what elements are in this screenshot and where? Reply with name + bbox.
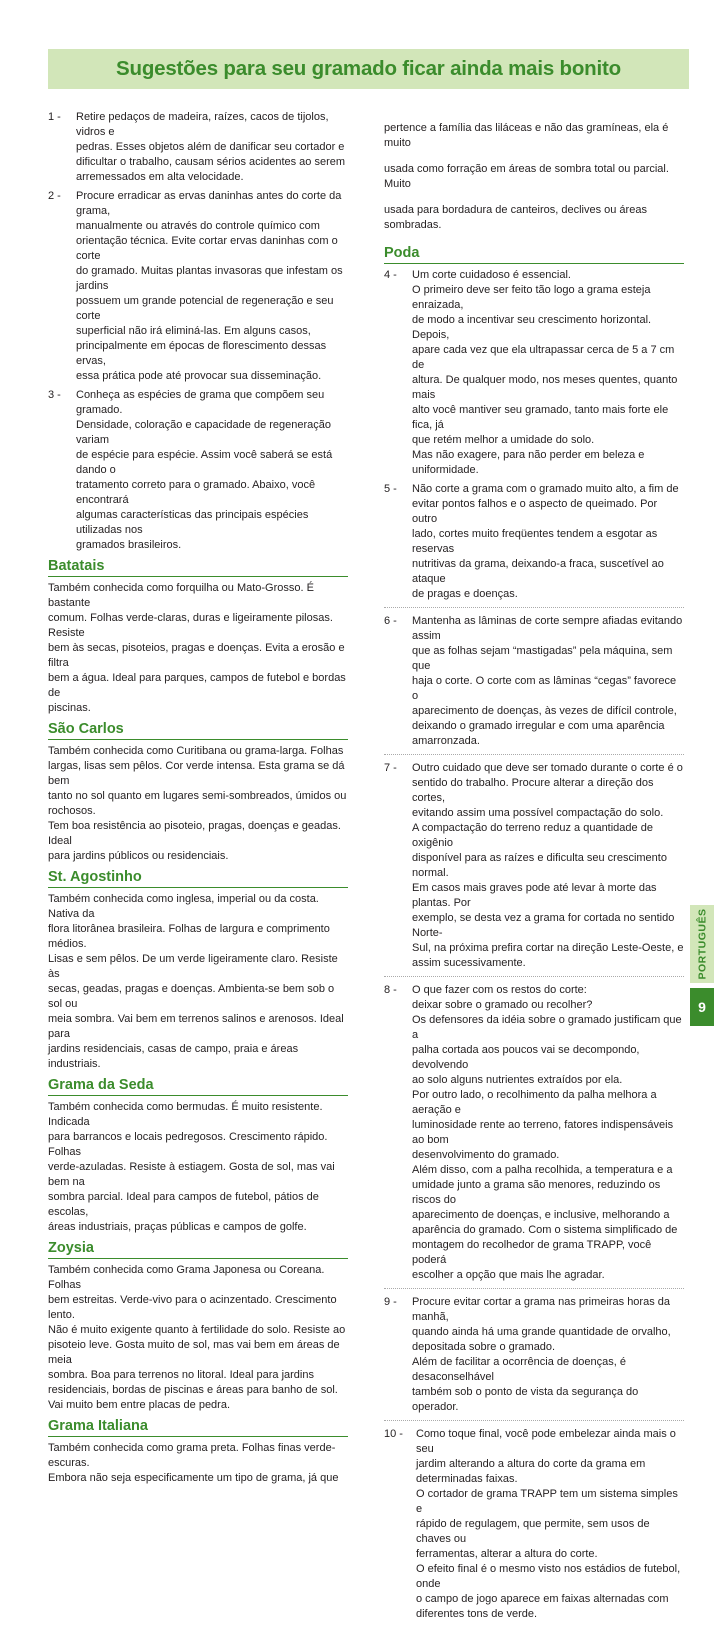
left-column — [48, 110, 348, 1490]
text-line: sombra parcial. Ideal para campos de futebol, pátios de escolas, — [48, 1191, 319, 1218]
species-heading: St. Agostinho — [48, 869, 142, 885]
text-line: Além disso, com a palha recolhida, a temperatura e a — [412, 1164, 673, 1176]
text-line: tratamento correto para o gramado. Abaixo, você encontrará — [76, 479, 316, 506]
page-title: Sugestões para seu gramado ficar ainda mais bonito — [116, 57, 621, 80]
text-line: amarronzada. — [412, 735, 480, 747]
text-line: jardins residenciais, casas de campo, praia e áreas industriais. — [48, 1043, 299, 1070]
species-description — [48, 744, 348, 864]
text-line: sentido do trabalho. Procure alterar a direção dos cortes, — [412, 777, 654, 804]
text-line: Mas não exagere, para não perder em beleza e — [412, 449, 645, 461]
tip-number: 8 - — [384, 984, 397, 996]
tip-text — [76, 388, 348, 553]
text-line: deixando o gramado irregular e com uma aparência — [412, 720, 665, 732]
text-line: meia sombra. Vai bem em terrenos salinos e arenosos. Ideal para — [48, 1013, 344, 1040]
text-line: evitar pontos falhos e o aspecto de queimado. Por outro — [412, 498, 658, 525]
text-line: alto você mantiver seu gramado, tanto mais forte ele fica, já — [412, 404, 669, 431]
text-line: residenciais, bordas de piscinas e áreas para banho de sol. — [48, 1384, 338, 1396]
text-line: largas, lisas sem pêlos. Cor verde intensa. Esta grama se dá bem — [48, 760, 345, 787]
species-heading: São Carlos — [48, 721, 124, 737]
species-description — [48, 1441, 348, 1486]
tip-number: 2 - — [48, 190, 61, 202]
section-divider — [48, 1258, 348, 1259]
text-line: exemplo, se desta vez a grama for cortada no sentido Norte- — [412, 912, 675, 939]
text-line: de pragas e doenças. — [412, 588, 518, 600]
text-line: jardim alterando a altura do corte da grama em — [416, 1458, 646, 1470]
text-line: Também conhecida como Curitibana ou grama-larga. Folhas — [48, 745, 344, 757]
tip-text — [76, 110, 348, 185]
text-line: evitando assim uma possível compactação do solo. — [412, 807, 664, 819]
species-section — [48, 557, 348, 716]
tip-number: 6 - — [384, 615, 397, 627]
tip-number: 9 - — [384, 1296, 397, 1308]
text-line: para barrancos e locais pedregosos. Crescimento rápido. Folhas — [48, 1131, 328, 1158]
text-line: usada como forração em áreas de sombra total ou parcial. Muito — [384, 163, 669, 190]
text-line: pertence a família das liláceas e não das gramíneas, ela é muito — [384, 122, 669, 149]
grama-italiana-continued — [384, 121, 684, 233]
tip-text — [412, 482, 684, 602]
section-divider — [48, 887, 348, 888]
text-line: usada para bordadura de canteiros, declives ou áreas sombradas. — [384, 204, 647, 231]
tip-item — [384, 614, 684, 755]
species-heading: Batatais — [48, 558, 105, 574]
species-description — [48, 1100, 348, 1235]
text-line: O que fazer com os restos do corte: — [412, 984, 587, 996]
text-line: sombra. Boa para terrenos no litoral. Ideal para jardins — [48, 1369, 314, 1381]
species-description — [48, 1263, 348, 1413]
tip-text — [412, 761, 684, 971]
text-line: gramados brasileiros. — [76, 539, 182, 551]
text-line: Outro cuidado que deve ser tomado durante o corte é o — [412, 762, 683, 774]
section-divider — [48, 739, 348, 740]
species-section — [48, 868, 348, 1072]
tip-number: 3 - — [48, 389, 61, 401]
text-line: arremessados em alta velocidade. — [76, 171, 244, 183]
text-line: altura. De qualquer modo, nos meses quentes, quanto mais — [412, 374, 678, 401]
text-line: diferentes tons de verde. — [416, 1608, 538, 1620]
text-line: palha cortada aos poucos vai se decompondo, devolvendo — [412, 1044, 640, 1071]
text-line: Também conhecida como bermudas. É muito resistente. Indicada — [48, 1101, 323, 1128]
text-line: Mantenha as lâminas de corte sempre afiadas evitando assim — [412, 615, 683, 642]
tip-item — [48, 110, 348, 185]
text-line: aparecimento de doenças, e inclusive, melhorando a — [412, 1209, 670, 1221]
text-line: luminosidade rente ao terreno, fatores indispensáveis ao bom — [412, 1119, 674, 1146]
text-line: aparecimento de doenças, às vezes de difícil controle, — [412, 705, 677, 717]
tip-item — [384, 1427, 684, 1622]
text-line: de modo a incentivar seu crescimento horizontal. Depois, — [412, 314, 652, 341]
text-line: deixar sobre o gramado ou recolher? — [412, 999, 593, 1011]
text-line: áreas industriais, praças públicas e campos de golfe. — [48, 1221, 307, 1233]
tips-list-left — [48, 110, 348, 553]
text-line: dificultar o trabalho, causam sérios acidentes ao serem — [76, 156, 346, 168]
text-line: Vai muito bem entre placas de pedra. — [48, 1399, 231, 1411]
tip-item — [384, 482, 684, 608]
text-line: quando ainda há uma grande quantidade de orvalho, — [412, 1326, 671, 1338]
text-line: manualmente ou através do controle químico com — [76, 220, 320, 232]
text-line: Também conhecida como forquilha ou Mato-Grosso. É bastante — [48, 582, 314, 609]
text-line: Retire pedaços de madeira, raízes, cacos de tijolos, vidros e — [76, 111, 329, 138]
grass-species-sections — [48, 557, 348, 1486]
language-tab — [690, 905, 714, 983]
page-number: 9 — [690, 988, 714, 1026]
species-section — [48, 720, 348, 864]
tip-item — [384, 761, 684, 977]
text-line: apare cada vez que ela ultrapassar cerca de 5 a 7 cm de — [412, 344, 675, 371]
text-line: aparência do gramado. Com o sistema simplificado de — [412, 1224, 678, 1236]
tip-item — [384, 983, 684, 1289]
text-line: Além de facilitar a ocorrência de doenças, é desaconselhável — [412, 1356, 627, 1383]
text-line: Em casos mais graves pode até levar à morte das plantas. Por — [412, 882, 657, 909]
tip-number: 4 - — [384, 269, 397, 281]
text-line: Procure evitar cortar a grama nas primeiras horas da manhã, — [412, 1296, 670, 1323]
text-line: também sob o ponto de vista da segurança do operador. — [412, 1386, 639, 1413]
text-line: O primeiro deve ser feito tão logo a grama esteja enraizada, — [412, 284, 651, 311]
section-divider — [48, 1095, 348, 1096]
text-line: bem às secas, pisoteios, pragas e doenças. Evita a erosão e filtra — [48, 642, 345, 669]
text-line: O cortador de grama TRAPP tem um sistema simples e — [416, 1488, 678, 1515]
text-line: tanto no sol quanto em lugares semi-sombreados, úmidos ou — [48, 790, 347, 802]
text-line: bem estreitas. Verde-vivo para o acinzentado. Crescimento lento. — [48, 1294, 337, 1321]
text-line: essa prática pode até provocar sua disseminação. — [76, 370, 322, 382]
text-line: principalmente em épocas de florescimento dessas ervas, — [76, 340, 327, 367]
text-line: pedras. Esses objetos além de danificar seu cortador e — [76, 141, 345, 153]
species-description — [48, 581, 348, 716]
text-line: verde-azuladas. Resiste à estiagem. Gosta de sol, mas vai bem na — [48, 1161, 335, 1188]
tip-text — [412, 614, 684, 749]
text-line: ao solo alguns nutrientes extraídos por ela. — [412, 1074, 623, 1086]
text-line: Também conhecida como Grama Japonesa ou Coreana. Folhas — [48, 1264, 325, 1291]
section-poda — [384, 244, 684, 264]
tip-item — [48, 388, 348, 553]
text-line: Como toque final, você pode embelezar ainda mais o seu — [416, 1428, 676, 1455]
text-line: nutritivas da grama, deixando-a fraca, suscetível ao ataque — [412, 558, 664, 585]
tip-item — [384, 268, 684, 478]
text-line: Sul, na próxima prefira cortar na direção Leste-Oeste, e — [412, 942, 684, 954]
text-line: haja o corte. O corte com as lâminas “cegas” favorece o — [412, 675, 677, 702]
title-banner — [48, 49, 689, 89]
tip-number: 5 - — [384, 483, 397, 495]
text-line: desenvolvimento do gramado. — [412, 1149, 560, 1161]
text-line: Procure erradicar as ervas daninhas antes do corte da grama, — [76, 190, 342, 217]
text-line: flora litorânea brasileira. Folhas de largura e comprimento médios. — [48, 923, 330, 950]
text-line: orientação técnica. Evite cortar ervas daninhas com o corte — [76, 235, 338, 262]
right-column — [384, 110, 684, 1626]
text-line: Não corte a grama com o gramado muito alto, a fim de — [412, 483, 679, 495]
tip-number: 7 - — [384, 762, 397, 774]
text-line: A compactação do terreno reduz a quantidade de oxigênio — [412, 822, 653, 849]
tips-list-right — [384, 268, 684, 1622]
text-line: rápido de regulagem, que permite, sem usos de chaves ou — [416, 1518, 650, 1545]
text-line: Tem boa resistência ao pisoteio, pragas, doenças e geadas. Ideal — [48, 820, 341, 847]
tip-text — [412, 268, 684, 478]
text-line: Os defensores da idéia sobre o gramado justificam que a — [412, 1014, 682, 1041]
tip-text — [416, 1427, 684, 1622]
section-divider — [48, 576, 348, 577]
text-line: Não é muito exigente quanto à fertilidade do solo. Resiste ao — [48, 1324, 346, 1336]
text-line: secas, geadas, pragas e doenças. Ambienta-se bem sob o sol ou — [48, 983, 335, 1010]
species-section — [48, 1076, 348, 1235]
text-line: de espécie para espécie. Assim você saberá se está dando o — [76, 449, 333, 476]
text-line: comum. Folhas verde-claras, duras e ligeiramente pilosas. Resiste — [48, 612, 333, 639]
text-line: pisoteio leve. Gosta muito de sol, mas vai bem em áreas de meia — [48, 1339, 340, 1366]
section-divider — [384, 263, 684, 264]
tip-number: 1 - — [48, 111, 61, 123]
text-line: rochosos. — [48, 805, 96, 817]
section-heading-poda: Poda — [384, 245, 420, 261]
text-line: Embora não seja especificamente um tipo de grama, já que — [48, 1472, 339, 1484]
species-heading: Grama Italiana — [48, 1418, 148, 1434]
text-line: Por outro lado, o recolhimento da palha melhora a aeração e — [412, 1089, 657, 1116]
text-line: piscinas. — [48, 702, 91, 714]
text-line: do gramado. Muitas plantas invasoras que infestam os jardins — [76, 265, 343, 292]
section-divider — [48, 1436, 348, 1437]
tip-text — [412, 983, 684, 1283]
species-heading: Zoysia — [48, 1240, 94, 1256]
text-line: superficial não irá eliminá-las. Em alguns casos, — [76, 325, 311, 337]
tip-number: 10 - — [384, 1428, 403, 1440]
text-line: possuem um grande potencial de regeneração e seu corte — [76, 295, 334, 322]
text-line: Conheça as espécies de grama que compõem seu gramado. — [76, 389, 325, 416]
text-line: determinadas faixas. — [416, 1473, 518, 1485]
species-description — [48, 892, 348, 1072]
text-line: Um corte cuidadoso é essencial. — [412, 269, 571, 281]
text-line: para jardins públicos ou residenciais. — [48, 850, 229, 862]
tip-text — [412, 1295, 684, 1415]
text-line: depositada sobre o gramado. — [412, 1341, 556, 1353]
text-line: ferramentas, alterar a altura do corte. — [416, 1548, 598, 1560]
text-line: Lisas e sem pêlos. De um verde ligeiramente claro. Resiste às — [48, 953, 338, 980]
text-line: disponível para as raízes e dificulta seu crescimento normal. — [412, 852, 667, 879]
text-line: Também conhecida como inglesa, imperial ou da costa. Nativa da — [48, 893, 319, 920]
species-heading: Grama da Seda — [48, 1077, 154, 1093]
tip-text — [76, 189, 348, 384]
species-section — [48, 1239, 348, 1413]
tip-item — [384, 1295, 684, 1421]
text-line: umidade junto a grama são menores, reduzindo os riscos do — [412, 1179, 661, 1206]
text-line: escolher a opção que mais lhe agradar. — [412, 1269, 605, 1281]
species-section — [48, 1417, 348, 1486]
text-line: o campo de jogo aparece em faixas alternadas com — [416, 1593, 669, 1605]
tip-item — [48, 189, 348, 384]
text-line: assim sucessivamente. — [412, 957, 526, 969]
text-line: bem a água. Ideal para parques, campos de futebol e bordas de — [48, 672, 346, 699]
text-line: que as folhas sejam “mastigadas” pela máquina, sem que — [412, 645, 673, 672]
text-line: O efeito final é o mesmo visto nos estádios de futebol, onde — [416, 1563, 681, 1590]
text-line: algumas características das principais espécies utilizadas nos — [76, 509, 309, 536]
text-line: Densidade, coloração e capacidade de regeneração variam — [76, 419, 332, 446]
text-line: Também conhecida como grama preta. Folhas finas verde-escuras. — [48, 1442, 336, 1469]
text-line: que retém melhor a umidade do solo. — [412, 434, 595, 446]
language-label: PORTUGUÊS — [696, 908, 709, 980]
text-line: uniformidade. — [412, 464, 479, 476]
text-line: montagem do recolhedor de grama TRAPP, você poderá — [412, 1239, 652, 1266]
text-line: lado, cortes muito freqüentes tendem a esgotar as reservas — [412, 528, 658, 555]
